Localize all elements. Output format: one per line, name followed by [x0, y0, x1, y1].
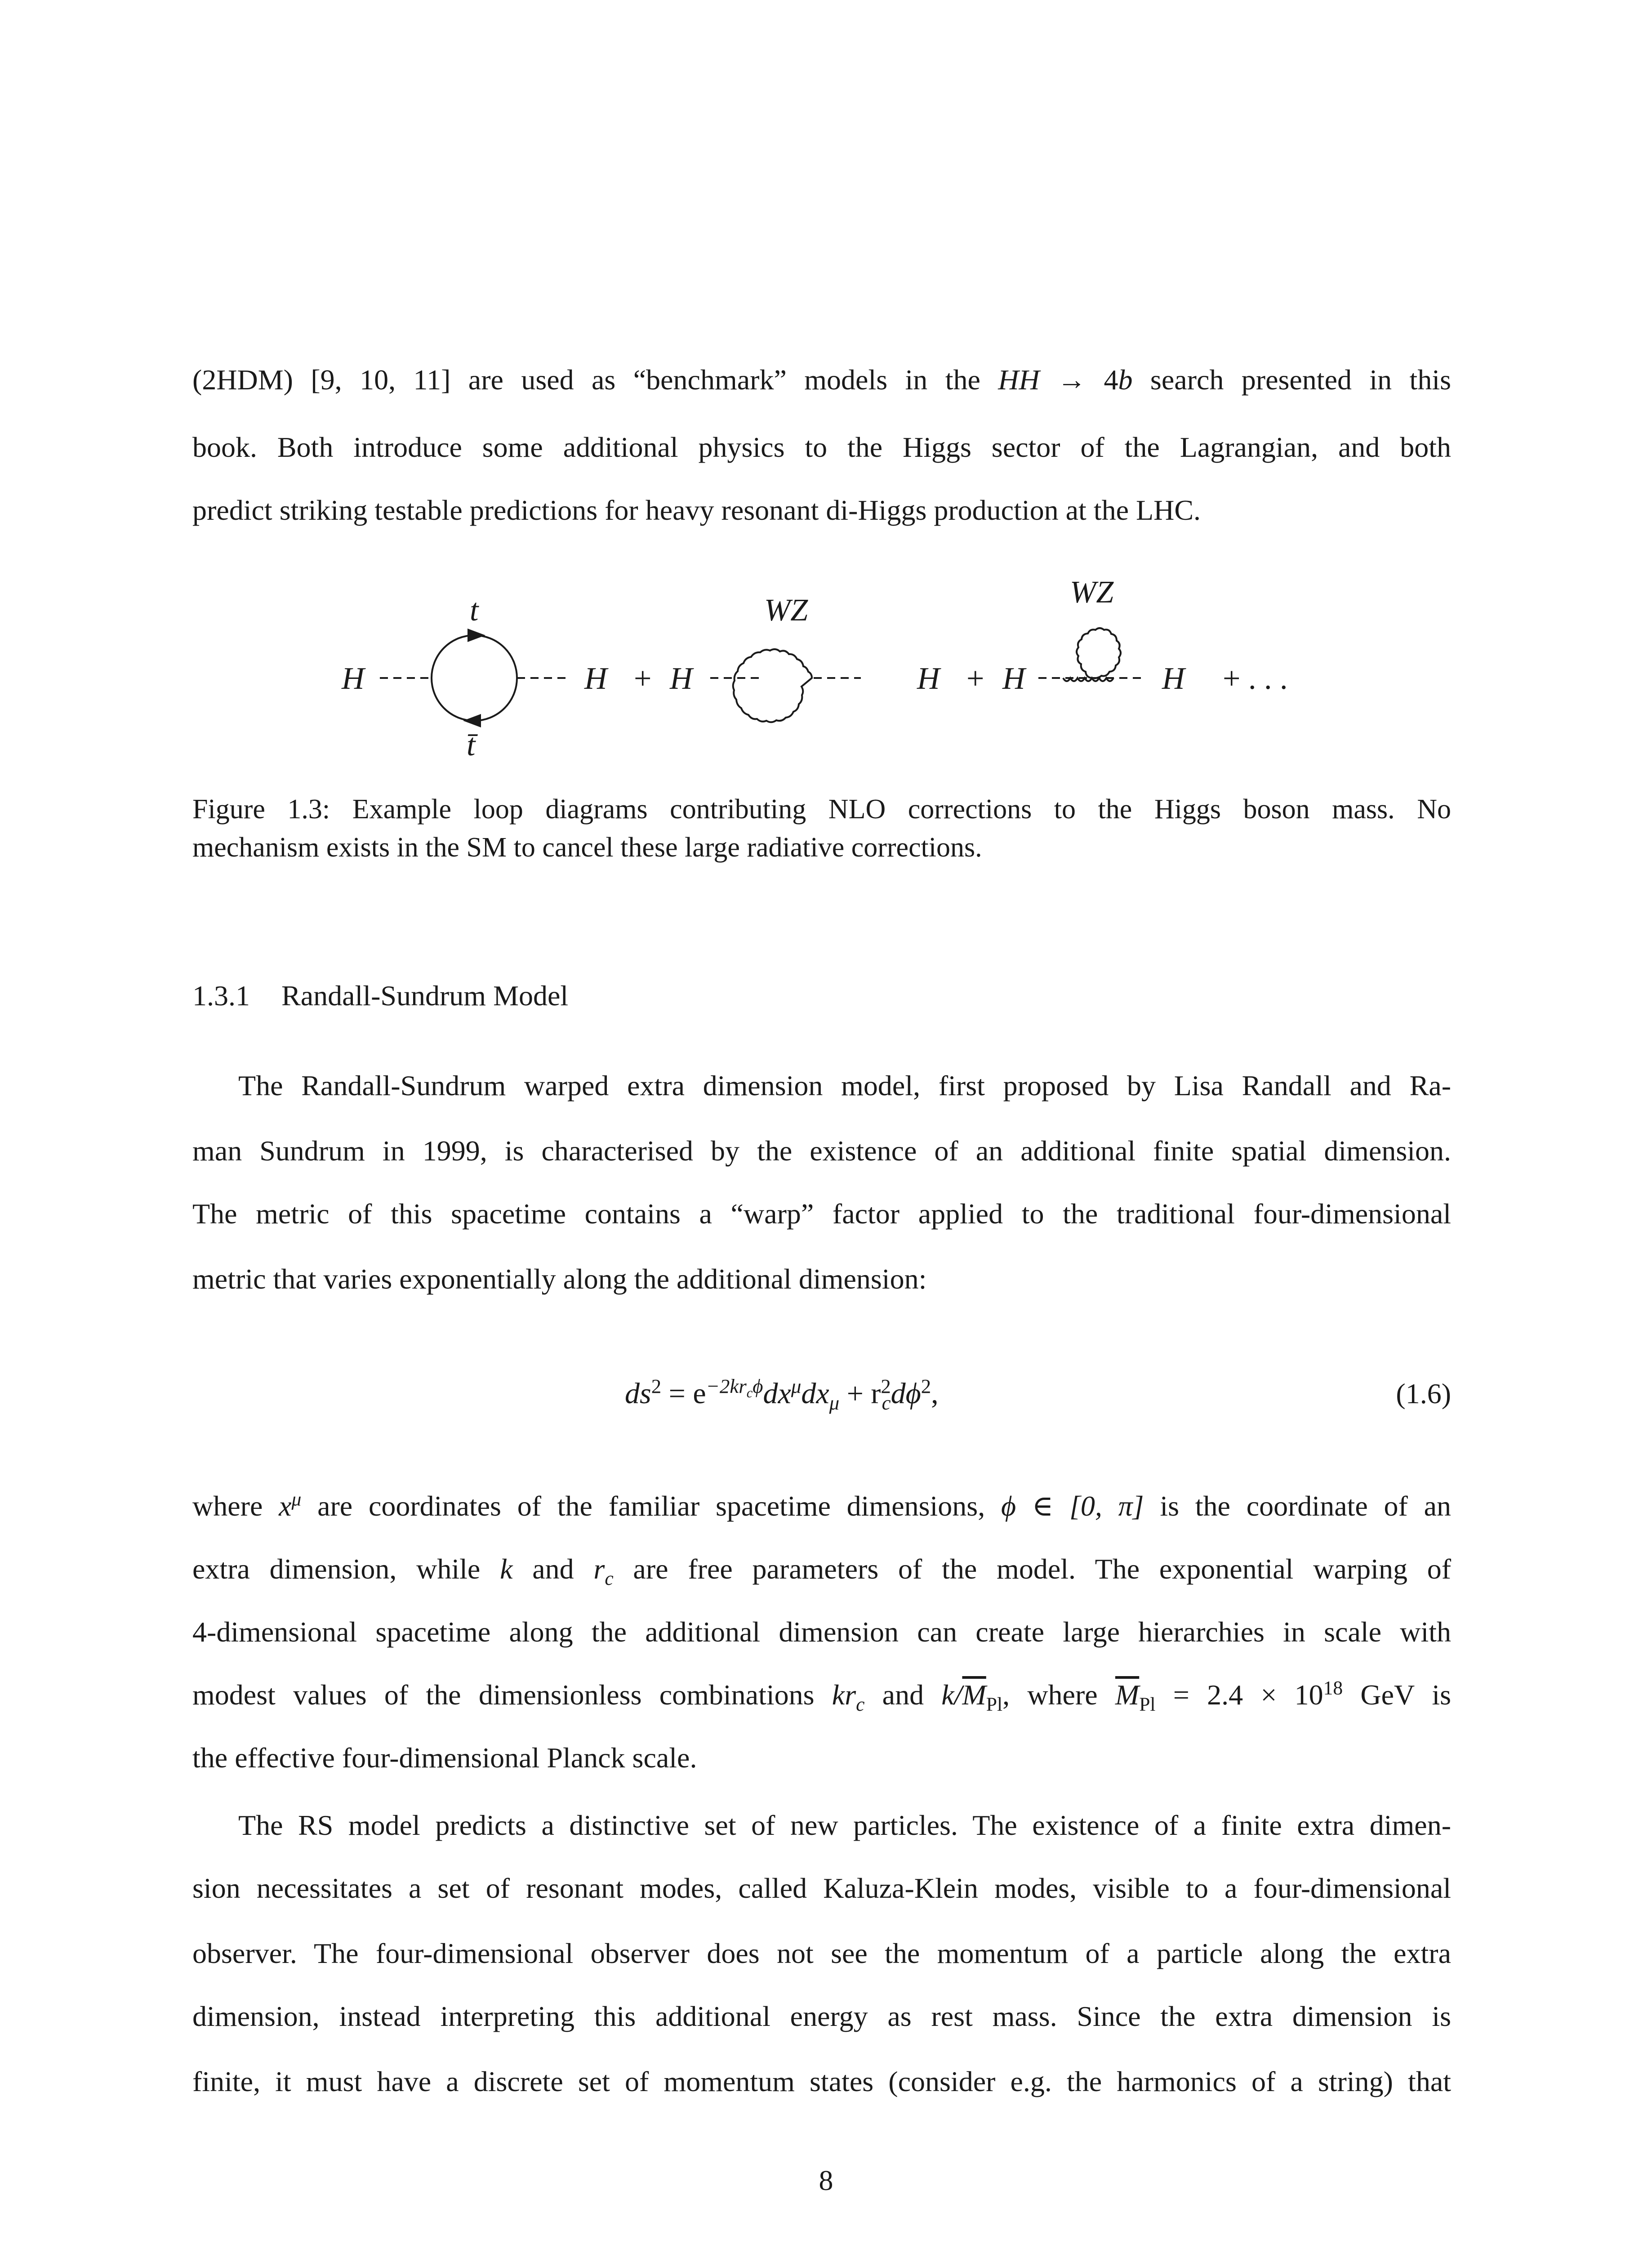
section-number: 1.3.1 [192, 980, 250, 1012]
para3-line-3: observer. The four-dimensional observer does not see the momentum of a particle along the extra [192, 1937, 1451, 1969]
label-h-6: H [1162, 661, 1185, 696]
label-h-5: H [1002, 661, 1025, 696]
feynman-diagrams-figure [315, 571, 1349, 773]
wz-tadpole-base-wavy [1063, 678, 1113, 681]
label-h-1: H [342, 661, 365, 696]
para2-line-2: extra dimension, while k and $r_c$ are free parameters of the model. The exponential warping of [192, 1553, 1452, 1589]
label-wz-2: WZ [1070, 575, 1114, 610]
para3-line-1: The RS model predicts a distinctive set of new particles. The existence of a finite extra dimen- [238, 1809, 1451, 1841]
label-ellipsis: + . . . [1223, 661, 1288, 696]
section-title: Randall-Sundrum Model [281, 980, 569, 1012]
section-heading [192, 978, 568, 1014]
para1-line-3: The metric of this spacetime contains a “warp” factor applied to the traditional four-dimensional [192, 1198, 1451, 1230]
para1-line-2: man Sundrum in 1999, is characterised by the existence of an additional finite spatial dimension. [192, 1135, 1451, 1167]
equation-number: (1.6) [1396, 1378, 1451, 1409]
para3-line-2: sion necessitates a set of resonant modes, called Kaluza-Klein modes, visible to a four-dimensional [192, 1872, 1451, 1904]
para3-line-5: finite, it must have a discrete set of momentum states (consider e.g. the harmonics of a string) that [192, 2065, 1451, 2097]
figure-caption-line-1: Figure 1.3: Example loop diagrams contributing NLO corrections to the Higgs boson mass. No [192, 794, 1451, 825]
label-plus-2: + [966, 661, 984, 696]
top-quark-loop [432, 635, 517, 721]
label-top-quark: t [470, 593, 479, 628]
label-h-2: H [584, 661, 607, 696]
para1-line-1: The Randall-Sundrum warped extra dimension model, first proposed by Lisa Randall and Ra- [238, 1070, 1451, 1102]
para1-line-4: metric that varies exponentially along the additional dimension: [192, 1263, 927, 1295]
label-wz-1: WZ [764, 593, 808, 628]
intro-line-1: (2HDM) [9, 10, 11] are used as “benchmark” models in the HH → 4b search presented in this [192, 364, 1452, 396]
para2-line-3: 4-dimensional spacetime along the additional dimension can create large hierarchies in scale with [192, 1616, 1451, 1648]
wz-tadpole-wavy [1077, 628, 1121, 678]
label-plus-1: + [634, 661, 652, 696]
intro-line-3: predict striking testable predictions for heavy resonant di-Higgs production at the LHC. [192, 494, 1201, 526]
label-antitop-quark: t̄ [467, 728, 476, 763]
para2-line-1: where $x^\mu$ are coordinates of the familiar spacetime dimensions, ϕ ∈ [0, π] is the coordinate of an [192, 1488, 1452, 1522]
label-h-4: H [917, 661, 940, 696]
para3-line-4: dimension, instead interpreting this additional energy as rest mass. Since the extra dimension is [192, 2000, 1451, 2032]
para2-line-4: modest values of the dimensionless combinations $kr_c$ and $k/\overline{M}_{Pl}$, where $\overline{M}_{Pl} = 2.4 \times 10^{18}$ GeV is [192, 1677, 1451, 1715]
para2-line-5: the effective four-dimensional Planck scale. [192, 1742, 697, 1774]
label-h-3: H [670, 661, 693, 696]
wz-loop-wavy [733, 649, 812, 722]
page-number: 8 [819, 2164, 833, 2196]
equation-metric: $ds^2 = e^{-2kr_c\phi}dx^\mu dx_\mu + r^2_cd\phi^2$, [625, 1375, 939, 1414]
intro-line-2: book. Both introduce some additional physics to the Higgs sector of the Lagrangian, and both [192, 431, 1451, 463]
figure-caption-line-2: mechanism exists in the SM to cancel these large radiative corrections. [192, 832, 982, 863]
antitop-quark-arrow [463, 714, 481, 727]
top-quark-arrow [468, 629, 485, 642]
